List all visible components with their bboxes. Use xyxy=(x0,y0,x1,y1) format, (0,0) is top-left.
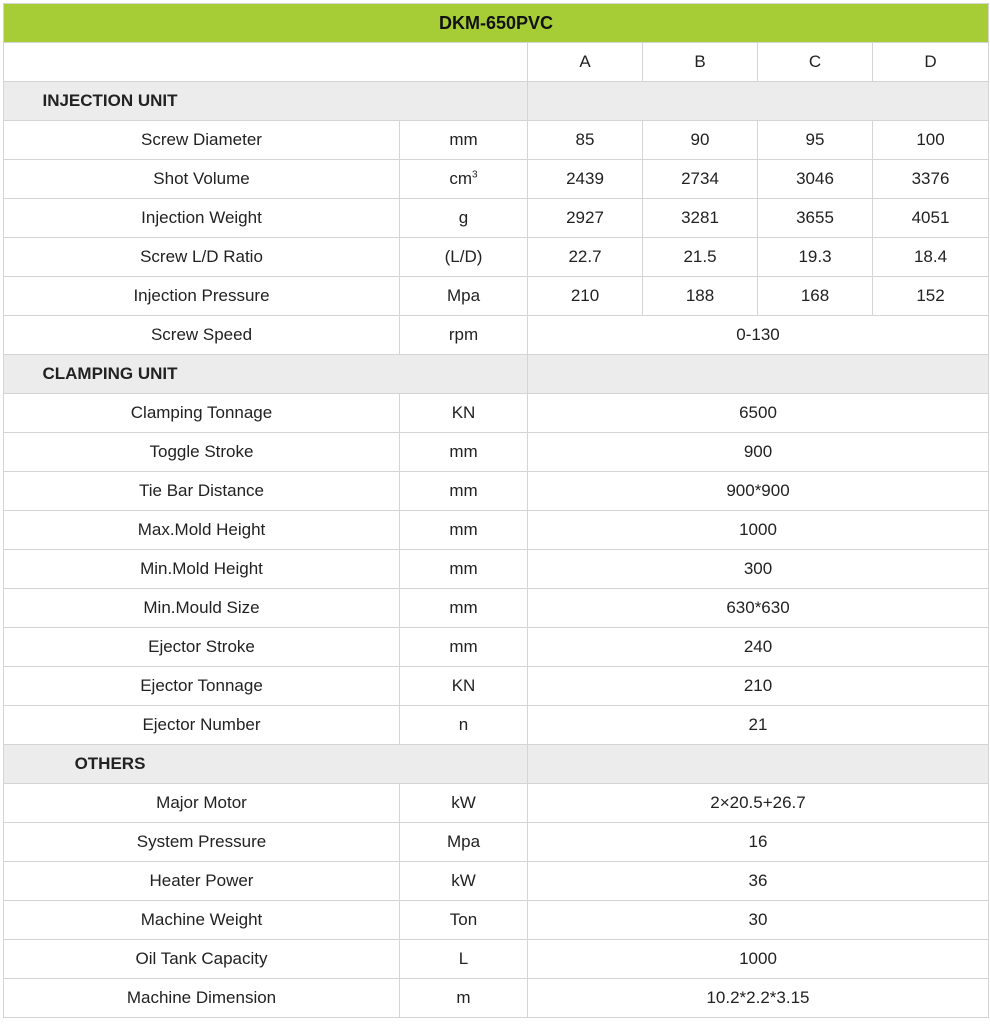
value-cell-merged: 1000 xyxy=(528,940,989,979)
value-cell-merged: 630*630 xyxy=(528,589,989,628)
value-cell-b: 2734 xyxy=(643,160,758,199)
parameter-label: Injection Weight xyxy=(4,199,400,238)
value-cell-merged: 10.2*2.2*3.15 xyxy=(528,979,989,1018)
value-cell-c: 95 xyxy=(758,121,873,160)
unit-cell xyxy=(400,316,528,355)
header-blank-cell xyxy=(4,43,528,82)
unit-label: mm xyxy=(449,520,478,539)
column-header-a: A xyxy=(528,43,643,82)
value-cell-a: 210 xyxy=(528,277,643,316)
table-row xyxy=(4,316,989,355)
unit-label: rpm xyxy=(448,325,479,344)
value-cell-a: 85 xyxy=(528,121,643,160)
section-title-cell xyxy=(4,745,528,784)
section-title: CLAMPING UNIT xyxy=(42,364,178,383)
unit-label: kW xyxy=(451,793,476,812)
parameter-label: Screw Speed xyxy=(4,316,400,355)
parameter-label: Min.Mold Height xyxy=(4,550,400,589)
value-cell-merged: 21 xyxy=(528,706,989,745)
table-title: DKM-650PVC xyxy=(4,4,989,43)
value-cell-a: 22.7 xyxy=(528,238,643,277)
table-row xyxy=(4,667,989,706)
value-cell-merged: 1000 xyxy=(528,511,989,550)
parameter-label: Heater Power xyxy=(4,862,400,901)
parameter-label: Injection Pressure xyxy=(4,277,400,316)
value-cell-d: 3376 xyxy=(873,160,989,199)
table-row xyxy=(4,862,989,901)
value-cell-b: 90 xyxy=(643,121,758,160)
value-cell-merged: 2×20.5+26.7 xyxy=(528,784,989,823)
unit-cell xyxy=(400,160,528,199)
unit-cell xyxy=(400,394,528,433)
table-row xyxy=(4,238,989,277)
unit-label: Mpa xyxy=(446,286,481,305)
section-title-cell xyxy=(4,355,528,394)
unit-cell xyxy=(400,823,528,862)
parameter-label: Screw L/D Ratio xyxy=(4,238,400,277)
value-cell-merged: 16 xyxy=(528,823,989,862)
unit-cell xyxy=(400,784,528,823)
value-cell-merged: 300 xyxy=(528,550,989,589)
table-row xyxy=(4,784,989,823)
value-cell-c: 168 xyxy=(758,277,873,316)
unit-cell xyxy=(400,472,528,511)
unit-cell xyxy=(400,121,528,160)
section-header-row xyxy=(4,745,989,784)
unit-cell xyxy=(400,238,528,277)
unit-label: g xyxy=(458,208,469,227)
unit-label: kW xyxy=(451,871,476,890)
value-cell-merged: 210 xyxy=(528,667,989,706)
unit-label: KN xyxy=(451,403,476,422)
parameter-label: Ejector Tonnage xyxy=(4,667,400,706)
table-row xyxy=(4,706,989,745)
column-header-b: B xyxy=(643,43,758,82)
unit-cell xyxy=(400,862,528,901)
section-blank-cell xyxy=(528,82,989,121)
value-cell-d: 18.4 xyxy=(873,238,989,277)
value-cell-d: 152 xyxy=(873,277,989,316)
table-row xyxy=(4,160,989,199)
table-row xyxy=(4,823,989,862)
parameter-label: Shot Volume xyxy=(4,160,400,199)
parameter-label: Toggle Stroke xyxy=(4,433,400,472)
unit-cell xyxy=(400,628,528,667)
value-cell-a: 2927 xyxy=(528,199,643,238)
value-cell-c: 3046 xyxy=(758,160,873,199)
value-cell-merged: 36 xyxy=(528,862,989,901)
section-header-row xyxy=(4,355,989,394)
unit-cell xyxy=(400,979,528,1018)
parameter-label: Ejector Number xyxy=(4,706,400,745)
section-title: OTHERS xyxy=(74,754,146,773)
parameter-label: Tie Bar Distance xyxy=(4,472,400,511)
unit-cell xyxy=(400,901,528,940)
unit-cell xyxy=(400,667,528,706)
unit-label: L xyxy=(458,949,469,968)
unit-label: mm xyxy=(449,637,478,656)
unit-label: (L/D) xyxy=(444,247,483,266)
table-row xyxy=(4,277,989,316)
section-title-cell xyxy=(4,82,528,121)
table-row xyxy=(4,511,989,550)
table-row xyxy=(4,940,989,979)
value-cell-d: 4051 xyxy=(873,199,989,238)
unit-label: m xyxy=(456,988,471,1007)
table-row xyxy=(4,472,989,511)
unit-label: mm xyxy=(449,598,478,617)
unit-cell xyxy=(400,706,528,745)
value-cell-b: 188 xyxy=(643,277,758,316)
value-cell-b: 3281 xyxy=(643,199,758,238)
table-row xyxy=(4,901,989,940)
value-cell-c: 3655 xyxy=(758,199,873,238)
unit-label: n xyxy=(458,715,469,734)
table-row xyxy=(4,199,989,238)
title-row xyxy=(4,4,989,43)
section-title: INJECTION UNIT xyxy=(42,91,178,110)
table-row xyxy=(4,394,989,433)
unit-cell xyxy=(400,433,528,472)
unit-cell xyxy=(400,589,528,628)
parameter-label: System Pressure xyxy=(4,823,400,862)
column-header-c: C xyxy=(758,43,873,82)
value-cell-merged: 30 xyxy=(528,901,989,940)
unit-label: Mpa xyxy=(446,832,481,851)
unit-cell xyxy=(400,550,528,589)
parameter-label: Major Motor xyxy=(4,784,400,823)
table-row xyxy=(4,628,989,667)
unit-cell xyxy=(400,199,528,238)
table-row xyxy=(4,979,989,1018)
value-cell-merged: 240 xyxy=(528,628,989,667)
spec-table-body xyxy=(4,4,989,1018)
value-cell-merged: 900*900 xyxy=(528,472,989,511)
table-row xyxy=(4,433,989,472)
parameter-label: Machine Dimension xyxy=(4,979,400,1018)
table-row xyxy=(4,589,989,628)
unit-label: cm xyxy=(449,169,473,188)
unit-label: Ton xyxy=(449,910,478,929)
value-cell-a: 2439 xyxy=(528,160,643,199)
section-blank-cell xyxy=(528,355,989,394)
unit-cell xyxy=(400,277,528,316)
value-cell-b: 21.5 xyxy=(643,238,758,277)
value-cell-merged: 0-130 xyxy=(528,316,989,355)
parameter-label: Screw Diameter xyxy=(4,121,400,160)
spec-table xyxy=(3,3,989,1018)
value-cell-merged: 6500 xyxy=(528,394,989,433)
unit-label: KN xyxy=(451,676,476,695)
unit-cell xyxy=(400,511,528,550)
table-row xyxy=(4,550,989,589)
parameter-label: Ejector Stroke xyxy=(4,628,400,667)
unit-label: mm xyxy=(449,559,478,578)
parameter-label: Machine Weight xyxy=(4,901,400,940)
value-cell-c: 19.3 xyxy=(758,238,873,277)
section-blank-cell xyxy=(528,745,989,784)
unit-superscript: 3 xyxy=(472,169,478,181)
column-header-d: D xyxy=(873,43,989,82)
section-header-row xyxy=(4,82,989,121)
value-cell-d: 100 xyxy=(873,121,989,160)
unit-label: mm xyxy=(449,130,478,149)
table-row xyxy=(4,121,989,160)
parameter-label: Max.Mold Height xyxy=(4,511,400,550)
unit-label: mm xyxy=(449,442,478,461)
parameter-label: Min.Mould Size xyxy=(4,589,400,628)
parameter-label: Oil Tank Capacity xyxy=(4,940,400,979)
unit-cell xyxy=(400,940,528,979)
unit-label: mm xyxy=(449,481,478,500)
value-cell-merged: 900 xyxy=(528,433,989,472)
parameter-label: Clamping Tonnage xyxy=(4,394,400,433)
column-header-row xyxy=(4,43,989,82)
